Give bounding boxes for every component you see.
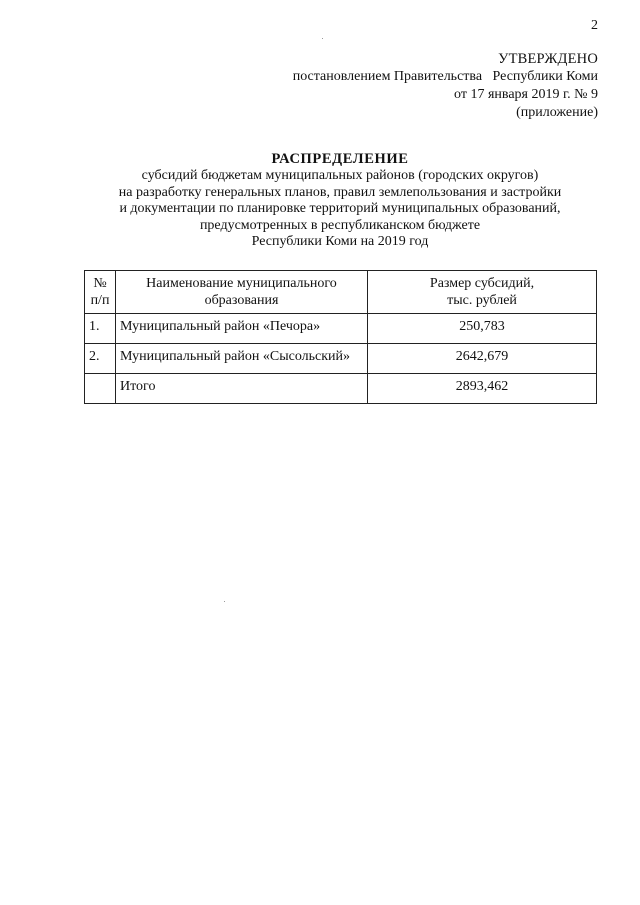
subtitle-line-2: на разработку генеральных планов, правил землепользования и застройки [118, 184, 562, 200]
header-number [85, 271, 116, 314]
approval-block [198, 50, 598, 122]
total-label: Итого [116, 374, 368, 404]
approval-stamp: УТВЕРЖДЕНО [498, 51, 598, 67]
row-number: 2. [85, 344, 116, 374]
header-number-line1: № [93, 276, 107, 291]
document-heading [84, 150, 596, 251]
table-header-row [85, 271, 597, 314]
total-amount: 2893,462 [368, 374, 597, 404]
approval-line-appendix: (приложение) [516, 105, 598, 120]
row-amount: 2642,679 [368, 344, 597, 374]
table-row [85, 344, 597, 374]
subtitle-line-5: Республики Коми на 2019 год [251, 234, 429, 250]
row-amount: 250,783 [368, 314, 597, 344]
header-amount-line1: Размер субсидий, [429, 276, 535, 291]
header-municipality-line2: образования [204, 293, 279, 308]
page-number: 2 [591, 18, 598, 33]
header-number-line2: п/п [90, 293, 110, 308]
scan-speck [322, 38, 323, 39]
subtitle-line-1: субсидий бюджетам муниципальных районов (городских округов) [141, 168, 539, 183]
table-row [85, 314, 597, 344]
subsidy-distribution-table [84, 270, 597, 404]
scan-speck [224, 601, 225, 602]
table-total-row [85, 374, 597, 404]
header-amount [368, 271, 597, 314]
header-municipality-line1: Наименование муниципального [146, 276, 337, 291]
header-municipality [116, 271, 368, 314]
approval-line-decree: постановлением Правительства Республики Коми [292, 69, 598, 84]
total-number [85, 374, 116, 404]
row-municipality: Муниципальный район «Печора» [116, 314, 368, 344]
header-amount-line2: тыс. рублей [447, 293, 517, 308]
document-title: РАСПРЕДЕЛЕНИЕ [271, 151, 409, 167]
row-municipality: Муниципальный район «Сысольский» [116, 344, 368, 374]
approval-line-date: от 17 января 2019 г. № 9 [454, 87, 598, 102]
row-number: 1. [85, 314, 116, 344]
subtitle-line-3: и документации по планировке территорий муниципальных образований, [119, 201, 561, 217]
subtitle-line-4: предусмотренных в республиканском бюджете [199, 217, 481, 233]
